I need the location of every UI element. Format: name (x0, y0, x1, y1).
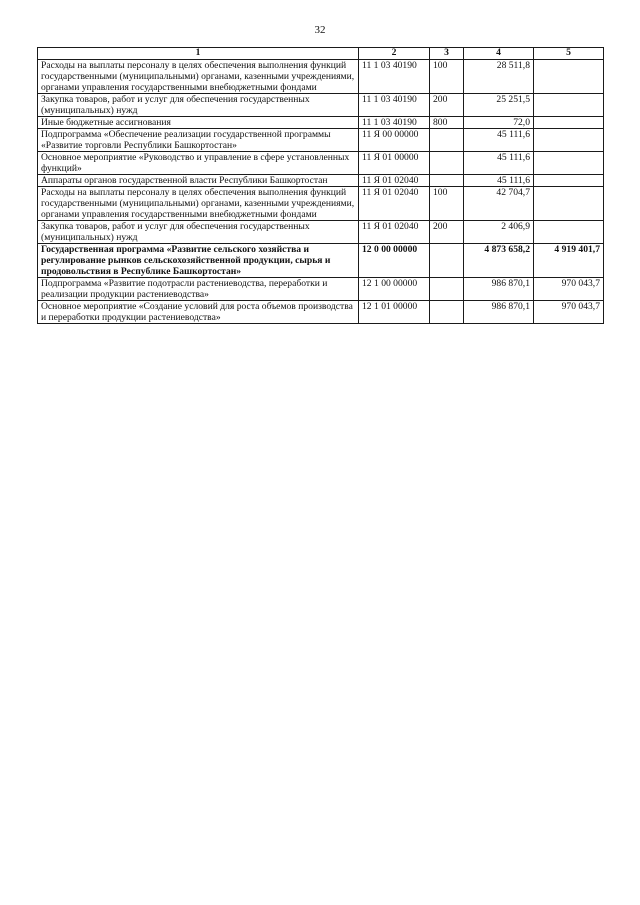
row-name: Закупка товаров, работ и услуг для обеспечения государственных (муниципальных) нужд (38, 94, 359, 117)
row-value-year1: 45 111,6 (464, 152, 534, 175)
row-expense-type: 800 (430, 117, 464, 129)
row-code: 11 Я 01 00000 (359, 152, 430, 175)
table-row (38, 129, 604, 152)
row-value-year2 (534, 221, 604, 244)
row-name: Подпрограмма «Обеспечение реализации государственной программы «Развитие торговли Республики Башкортостан» (38, 129, 359, 152)
row-expense-type: 200 (430, 94, 464, 117)
header-col-4: 4 (464, 48, 534, 60)
row-value-year1: 28 511,8 (464, 60, 534, 94)
header-col-2: 2 (359, 48, 430, 60)
row-expense-type (430, 152, 464, 175)
row-name: Основное мероприятие «Создание условий для роста объемов производства и переработки продукции растениеводства» (38, 301, 359, 324)
row-name: Расходы на выплаты персоналу в целях обеспечения выполнения функций государственными (муниципальными) органами, казенными учреждениями, органами управления государственными внебюджетными фондами (38, 187, 359, 221)
row-value-year1: 986 870,1 (464, 278, 534, 301)
row-value-year1: 42 704,7 (464, 187, 534, 221)
table-row (38, 301, 604, 324)
row-value-year1: 72,0 (464, 117, 534, 129)
table-row (38, 278, 604, 301)
row-expense-type (430, 278, 464, 301)
table-header-row (38, 48, 604, 60)
row-code: 11 Я 01 02040 (359, 187, 430, 221)
row-name: Подпрограмма «Развитие подотрасли растениеводства, переработки и реализации продукции растениеводства» (38, 278, 359, 301)
table-row (38, 94, 604, 117)
row-code: 12 1 00 00000 (359, 278, 430, 301)
row-expense-type (430, 244, 464, 278)
table-row (38, 187, 604, 221)
row-value-year2: 970 043,7 (534, 301, 604, 324)
row-value-year1: 2 406,9 (464, 221, 534, 244)
row-value-year1: 4 873 658,2 (464, 244, 534, 278)
row-value-year2 (534, 60, 604, 94)
row-value-year1: 45 111,6 (464, 175, 534, 187)
row-expense-type (430, 175, 464, 187)
table-row (38, 152, 604, 175)
row-code: 11 Я 01 02040 (359, 221, 430, 244)
row-name: Государственная программа «Развитие сельского хозяйства и регулирование рынков сельскохозяйственной продукции, сырья и продовольствия в Республике Башкортостан» (38, 244, 359, 278)
row-expense-type: 100 (430, 60, 464, 94)
row-value-year1: 45 111,6 (464, 129, 534, 152)
table-row (38, 244, 604, 278)
table-row (38, 60, 604, 94)
row-code: 12 1 01 00000 (359, 301, 430, 324)
row-expense-type (430, 301, 464, 324)
table-row (38, 221, 604, 244)
row-value-year2: 970 043,7 (534, 278, 604, 301)
row-value-year2 (534, 129, 604, 152)
row-expense-type: 200 (430, 221, 464, 244)
header-col-3: 3 (430, 48, 464, 60)
row-name: Расходы на выплаты персоналу в целях обеспечения выполнения функций государственными (муниципальными) органами, казенными учреждениями, органами управления государственными внебюджетными фондами (38, 60, 359, 94)
row-value-year2 (534, 152, 604, 175)
row-name: Закупка товаров, работ и услуг для обеспечения государственных (муниципальных) нужд (38, 221, 359, 244)
row-code: 12 0 00 00000 (359, 244, 430, 278)
row-name: Иные бюджетные ассигнования (38, 117, 359, 129)
table-row (38, 175, 604, 187)
row-value-year1: 25 251,5 (464, 94, 534, 117)
row-code: 11 Я 00 00000 (359, 129, 430, 152)
table-row (38, 117, 604, 129)
row-value-year2 (534, 187, 604, 221)
row-name: Основное мероприятие «Руководство и управление в сфере установленных функций» (38, 152, 359, 175)
row-value-year2 (534, 94, 604, 117)
row-code: 11 Я 01 02040 (359, 175, 430, 187)
row-code: 11 1 03 40190 (359, 60, 430, 94)
row-expense-type: 100 (430, 187, 464, 221)
page-number: 32 (314, 24, 326, 36)
header-col-5: 5 (534, 48, 604, 60)
row-value-year1: 986 870,1 (464, 301, 534, 324)
header-col-1: 1 (38, 48, 359, 60)
row-expense-type (430, 129, 464, 152)
row-value-year2: 4 919 401,7 (534, 244, 604, 278)
row-value-year2 (534, 117, 604, 129)
row-code: 11 1 03 40190 (359, 117, 430, 129)
budget-table (37, 47, 604, 324)
row-value-year2 (534, 175, 604, 187)
row-name: Аппараты органов государственной власти Республики Башкортостан (38, 175, 359, 187)
row-code: 11 1 03 40190 (359, 94, 430, 117)
